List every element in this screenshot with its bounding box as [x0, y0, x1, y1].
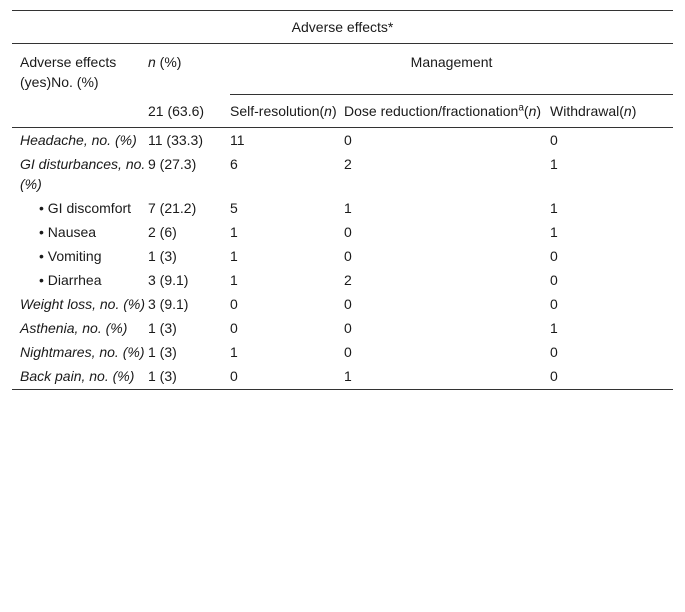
- header-adverse-effects: Adverse effects (yes)No. (%): [12, 44, 146, 128]
- row-self-resolution: 11: [230, 132, 245, 148]
- row-label: • Nausea: [39, 224, 97, 240]
- row-withdrawal: 0: [550, 296, 558, 312]
- row-self-resolution: 6: [230, 156, 238, 172]
- row-dose-reduction: 0: [344, 296, 352, 312]
- row-dose-reduction: 0: [344, 224, 352, 240]
- table-row: [12, 220, 673, 244]
- row-withdrawal: 0: [550, 132, 558, 148]
- row-label: • Diarrhea: [39, 272, 102, 288]
- row-dose-reduction: 0: [344, 132, 352, 148]
- table-row: [12, 152, 673, 196]
- row-withdrawal: 0: [550, 344, 558, 360]
- row-n-pct: 3 (9.1): [148, 272, 189, 288]
- row-self-resolution: 1: [230, 248, 238, 264]
- row-n-pct: 3 (9.1): [148, 296, 189, 312]
- row-self-resolution: 1: [230, 224, 238, 240]
- table-row: [12, 340, 673, 364]
- row-dose-reduction: 0: [344, 248, 352, 264]
- adverse-effects-table-container: [12, 10, 673, 390]
- row-withdrawal: 1: [550, 224, 558, 240]
- header-dose-reduction: Dose reduction/fractionation$^a$(n): [344, 95, 550, 128]
- table-row: [12, 244, 673, 268]
- row-label: Nightmares, no. (%): [20, 344, 145, 360]
- row-dose-reduction: 2: [344, 156, 352, 172]
- row-self-resolution: 0: [230, 320, 238, 336]
- table-row: [12, 364, 673, 390]
- row-dose-reduction: 1: [344, 200, 352, 216]
- table-row: [12, 268, 673, 292]
- row-self-resolution: 0: [230, 296, 238, 312]
- header-management: Management: [230, 44, 673, 95]
- row-n-pct: 1 (3): [146, 364, 230, 390]
- header-self-resolution: Self-resolution(n): [230, 95, 344, 128]
- row-withdrawal: 1: [550, 200, 558, 216]
- table-row: [12, 128, 673, 153]
- row-withdrawal: 1: [550, 320, 558, 336]
- adverse-effects-table: [12, 10, 673, 390]
- row-n-pct: 1 (3): [148, 320, 177, 336]
- table-row: [12, 316, 673, 340]
- row-label: • Vomiting: [39, 248, 102, 264]
- table-row: [12, 292, 673, 316]
- table-row: [12, 196, 673, 220]
- row-label: Back pain, no. (%): [12, 364, 146, 390]
- row-withdrawal: 0: [550, 248, 558, 264]
- header-total-value: 21 (63.6): [146, 95, 230, 128]
- row-withdrawal: 0: [550, 364, 673, 390]
- row-withdrawal: 0: [550, 272, 558, 288]
- header-withdrawal: Withdrawal(n): [550, 95, 673, 128]
- row-self-resolution: 1: [230, 272, 238, 288]
- row-n-pct: 11 (33.3): [148, 132, 203, 148]
- row-self-resolution: 1: [230, 344, 238, 360]
- row-n-pct: 2 (6): [148, 224, 177, 240]
- row-n-pct: 9 (27.3): [148, 156, 197, 172]
- table-body: [12, 128, 673, 390]
- row-label: Asthenia, no. (%): [20, 320, 128, 336]
- row-n-pct: 1 (3): [148, 344, 177, 360]
- row-n-pct: 1 (3): [148, 248, 177, 264]
- row-label: GI disturbances, no. (%): [20, 156, 146, 192]
- row-n-pct: 7 (21.2): [148, 200, 197, 216]
- row-self-resolution: 5: [230, 200, 238, 216]
- row-label: Weight loss, no. (%): [20, 296, 146, 312]
- row-dose-reduction: 0: [344, 320, 352, 336]
- row-dose-reduction: 1: [344, 364, 550, 390]
- row-dose-reduction: 2: [344, 272, 352, 288]
- header-n-pct: n (%): [148, 54, 182, 70]
- row-label: • GI discomfort: [39, 200, 132, 216]
- row-self-resolution: 0: [230, 364, 344, 390]
- row-dose-reduction: 0: [344, 344, 352, 360]
- row-label: Headache, no. (%): [20, 132, 137, 148]
- table-title: Adverse effects*: [12, 11, 673, 44]
- row-withdrawal: 1: [550, 156, 558, 172]
